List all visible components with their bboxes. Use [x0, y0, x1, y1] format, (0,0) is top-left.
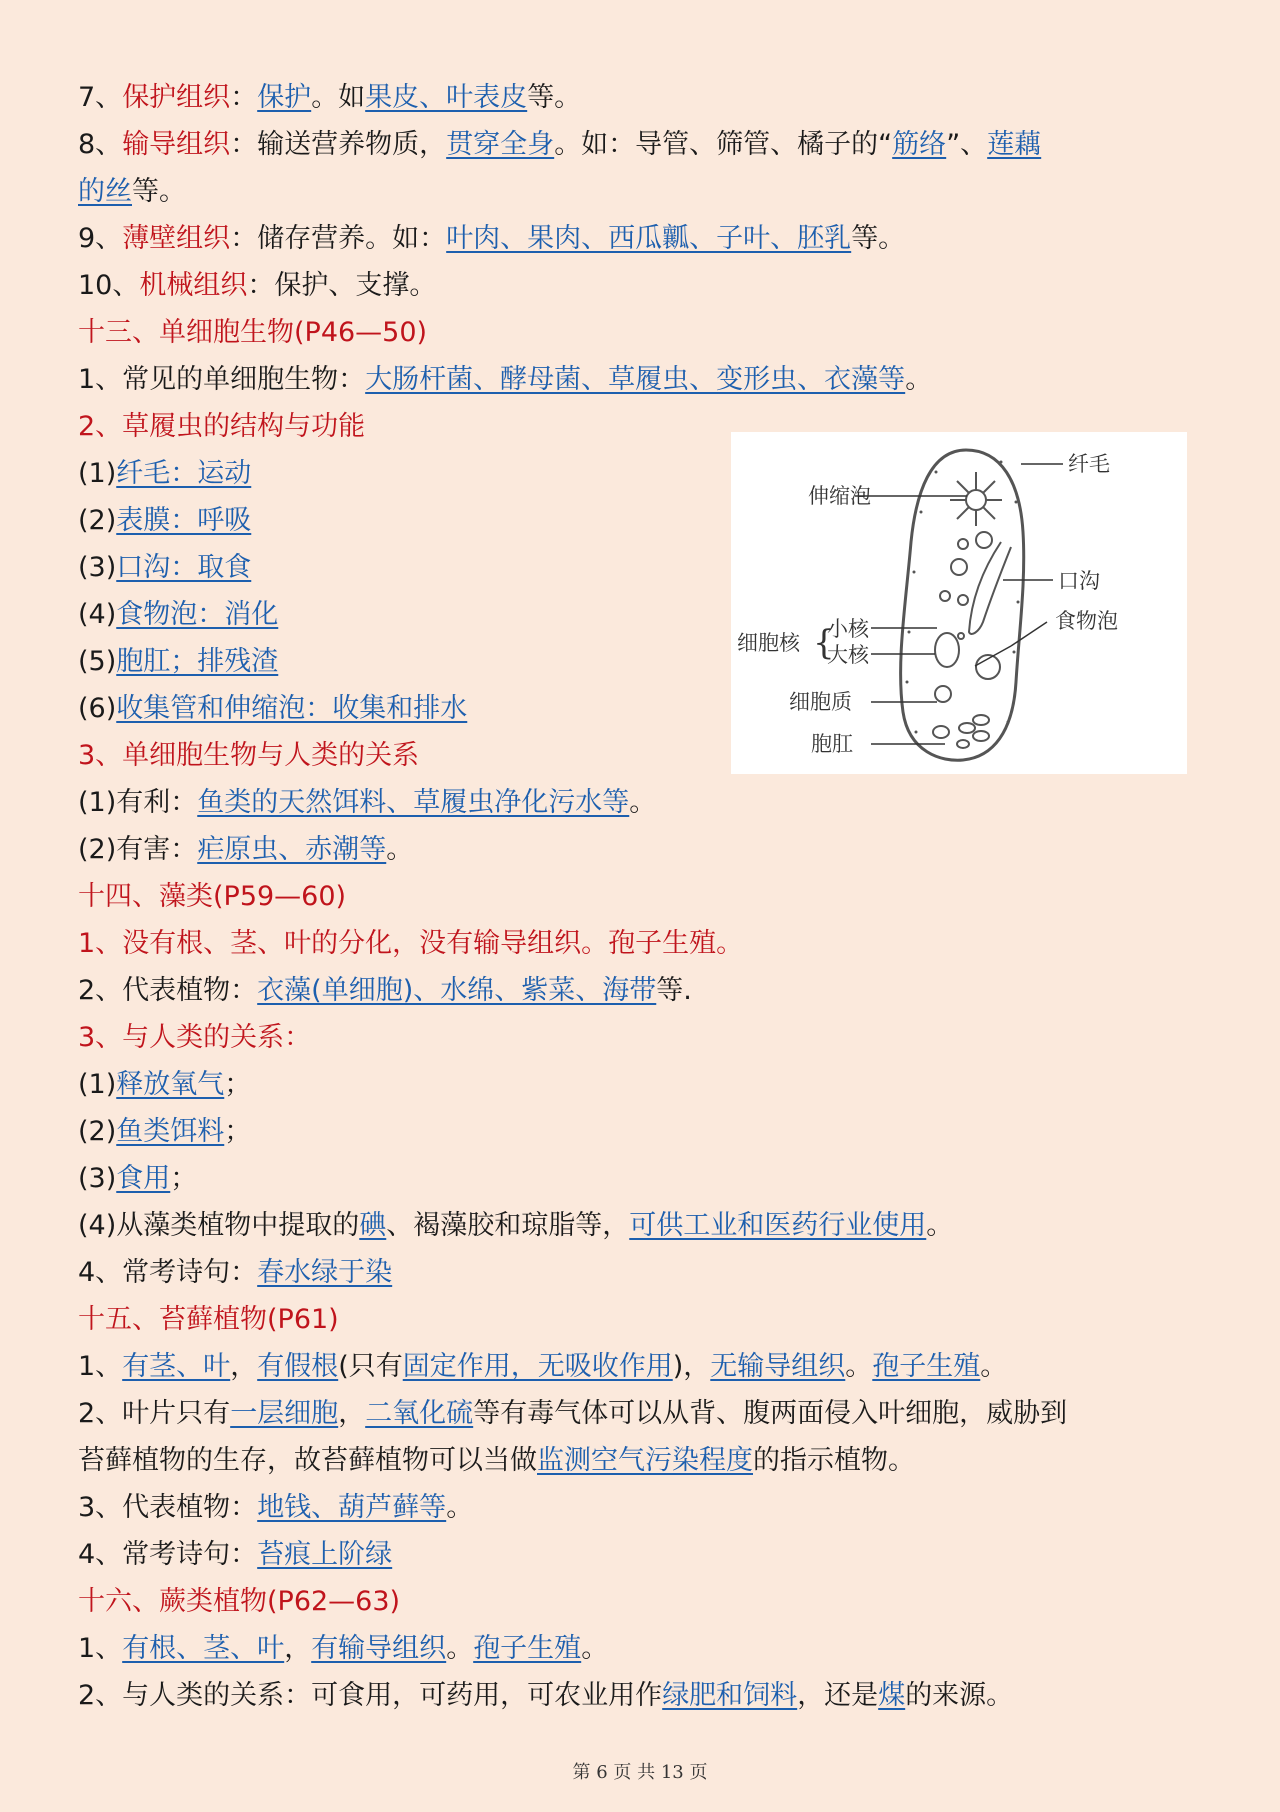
- text-line: [78, 1296, 1198, 1343]
- underlined-answer: 大肠杆菌、酵母菌、草履虫、变形虫、衣藻等: [365, 364, 906, 395]
- body-text: 等。: [851, 223, 906, 254]
- text-line: [78, 168, 1198, 215]
- heading-text: 机械组织: [139, 270, 248, 301]
- body-text: (2)有害：: [78, 834, 198, 865]
- text-line: [78, 1672, 1198, 1719]
- paramecium-figure: [731, 432, 1187, 774]
- contractile-vacuole-shape: [950, 472, 1002, 526]
- underlined-answer: 果皮、叶表皮: [365, 82, 528, 113]
- underlined-answer: 鱼类饵料: [116, 1116, 225, 1147]
- heading-text: 十六、蕨类植物(P62—63): [78, 1586, 401, 1617]
- text-line: [78, 1531, 1198, 1578]
- body-text: 2、代表植物：: [78, 975, 258, 1006]
- underlined-answer: 煤: [878, 1680, 906, 1711]
- underlined-answer: 食用: [116, 1163, 171, 1194]
- body-text: 、褐藻胶和琼脂等，: [386, 1210, 630, 1241]
- body-text: 10、: [78, 270, 140, 301]
- heading-text: 2、草履虫的结构与功能: [78, 411, 366, 442]
- body-text: 。如：导管、筛管、橘子的“: [554, 129, 893, 160]
- label-cytoplasm: 细胞质: [789, 690, 852, 714]
- underlined-answer: 莲藕: [987, 129, 1042, 160]
- body-text: 。如: [311, 82, 366, 113]
- body-text: (1)有利：: [78, 787, 198, 818]
- body-text: ；: [170, 1163, 198, 1194]
- underlined-answer: 有茎、叶: [122, 1351, 231, 1382]
- body-text: 1、: [78, 1351, 123, 1382]
- heading-text: 1、没有根、茎、叶的分化，没有输导组织。孢子生殖。: [78, 928, 744, 959]
- body-text: 等.: [656, 975, 692, 1006]
- body-text: 。: [629, 787, 657, 818]
- document-body: [78, 74, 1198, 1719]
- label-food-vacuole: 食物泡: [1055, 609, 1118, 633]
- body-text: 2、叶片只有: [78, 1398, 231, 1429]
- body-text: 。: [386, 834, 414, 865]
- text-line: [78, 1390, 1198, 1437]
- body-text: 。: [446, 1492, 474, 1523]
- underlined-answer: 孢子生殖: [473, 1633, 582, 1664]
- body-text: (3): [78, 552, 117, 583]
- underlined-answer: 无输导组织: [710, 1351, 846, 1382]
- body-text: 3、代表植物：: [78, 1492, 258, 1523]
- body-text: 1、: [78, 1633, 123, 1664]
- body-text: 2、与人类的关系：可食用，可药用，可农业用作: [78, 1680, 663, 1711]
- label-contractile-vacuole: 伸缩泡: [808, 484, 871, 508]
- underlined-answer: 筋络: [892, 129, 947, 160]
- body-text: 的来源。: [905, 1680, 1014, 1711]
- text-line: [78, 1249, 1198, 1296]
- body-text: 等。: [132, 176, 186, 207]
- heading-text: 3、与人类的关系：: [78, 1022, 312, 1053]
- oral-groove-shape: [969, 542, 1011, 634]
- body-text: (1): [78, 458, 117, 489]
- underlined-answer: 有假根: [257, 1351, 339, 1382]
- underlined-answer: 的丝: [78, 176, 132, 207]
- underlined-answer: 疟原虫、赤潮等: [197, 834, 387, 865]
- underlined-answer: 鱼类的天然饵料、草履虫净化污水等: [197, 787, 630, 818]
- body-text: (只有: [338, 1351, 403, 1382]
- underlined-answer: 保护: [257, 82, 312, 113]
- body-text: 。: [581, 1633, 609, 1664]
- body-text: ，: [284, 1633, 312, 1664]
- body-text: ：保护、支撑。: [247, 270, 437, 301]
- body-text: 等。: [527, 82, 582, 113]
- underlined-answer: 孢子生殖: [872, 1351, 981, 1382]
- body-text: 。: [926, 1210, 954, 1241]
- body-text: 4、常考诗句：: [78, 1257, 258, 1288]
- underlined-answer: 有输导组织: [311, 1633, 447, 1664]
- label-cilia: 纤毛: [1068, 452, 1110, 476]
- text-line: [78, 1014, 1198, 1061]
- text-line: [78, 1578, 1198, 1625]
- text-line: [78, 1061, 1198, 1108]
- body-text: ”、: [946, 129, 988, 160]
- body-text: 。: [980, 1351, 1008, 1382]
- nucleus-brace: {: [813, 623, 835, 663]
- text-line: [78, 215, 1198, 262]
- text-line: [78, 1484, 1198, 1531]
- body-text: ，还是: [797, 1680, 879, 1711]
- underlined-answer: 绿肥和饲料: [662, 1680, 798, 1711]
- underlined-answer: 苔痕上阶绿: [257, 1539, 393, 1570]
- text-line: [78, 262, 1198, 309]
- heading-text: 十四、藻类(P59—60): [78, 881, 347, 912]
- body-text: ，: [230, 1351, 258, 1382]
- text-line: [78, 1155, 1198, 1202]
- body-text: 苔藓植物的生存，故苔藓植物可以当做: [78, 1445, 537, 1476]
- text-line: [78, 309, 1198, 356]
- body-text: 。: [845, 1351, 873, 1382]
- underlined-answer: 衣藻(单细胞)、水绵、紫菜、海带: [257, 975, 657, 1006]
- underlined-answer: 有根、茎、叶: [122, 1633, 285, 1664]
- body-text: ：: [230, 82, 258, 113]
- body-text: (4): [78, 599, 117, 630]
- underlined-answer: 收集管和伸缩泡：收集和排水: [116, 693, 468, 724]
- heading-text: 十五、苔藓植物(P61): [78, 1304, 339, 1335]
- label-nucleus-group: 细胞核: [737, 631, 800, 655]
- body-text: ，: [338, 1398, 366, 1429]
- body-text: ：输送营养物质，: [230, 129, 447, 160]
- body-text: (4)从藻类植物中提取的: [78, 1210, 360, 1241]
- anal-pore-shape: [933, 715, 989, 748]
- text-line: [78, 967, 1198, 1014]
- text-line: [78, 920, 1198, 967]
- underlined-answer: 叶肉、果肉、西瓜瓤、子叶、胚乳: [446, 223, 852, 254]
- underlined-answer: 食物泡：消化: [116, 599, 279, 630]
- underlined-answer: 胞肛；排残渣: [116, 646, 279, 677]
- text-line: [78, 1625, 1198, 1672]
- underlined-answer: 地钱、葫芦藓等: [257, 1492, 447, 1523]
- body-text: (3): [78, 1163, 117, 1194]
- body-text: 的指示植物。: [753, 1445, 915, 1476]
- body-text: 8、: [78, 129, 123, 160]
- text-line: [78, 1343, 1198, 1390]
- underlined-answer: 释放氧气: [116, 1069, 225, 1100]
- page-footer: 第 6 页 共 13 页: [572, 1762, 708, 1783]
- cilia-marks: [906, 461, 1020, 734]
- paramecium-diagram: [731, 432, 1187, 774]
- underlined-answer: 一层细胞: [230, 1398, 339, 1429]
- body-text: 1、常见的单细胞生物：: [78, 364, 366, 395]
- body-text: 等有毒气体可以从背、腹两面侵入叶细胞，威胁到: [473, 1398, 1068, 1429]
- text-line: [78, 1108, 1198, 1155]
- body-text: 。: [905, 364, 933, 395]
- heading-text: 输导组织: [122, 129, 231, 160]
- label-anal-pore: 胞肛: [811, 732, 853, 756]
- heading-text: 3、单细胞生物与人类的关系: [78, 740, 420, 771]
- macronucleus-shape: [935, 633, 959, 667]
- body-text: ：储存营养。如：: [230, 223, 447, 254]
- heading-text: 十三、单细胞生物(P46—50): [78, 317, 428, 348]
- heading-text: 保护组织: [122, 82, 231, 113]
- text-line: [78, 779, 1198, 826]
- body-text: ；: [224, 1069, 252, 1100]
- text-line: [78, 1437, 1198, 1484]
- body-text: )，: [672, 1351, 711, 1382]
- text-line: [78, 121, 1198, 168]
- underlined-answer: 纤毛：运动: [116, 458, 252, 489]
- text-line: [78, 356, 1198, 403]
- body-text: (2): [78, 505, 117, 536]
- underlined-answer: 可供工业和医药行业使用: [629, 1210, 927, 1241]
- underlined-answer: 口沟：取食: [116, 552, 252, 583]
- underlined-answer: 贯穿全身: [446, 129, 555, 160]
- body-text: 9、: [78, 223, 123, 254]
- label-macronucleus: 大核: [827, 643, 869, 667]
- underlined-answer: 固定作用，无吸收作用: [402, 1351, 673, 1382]
- text-line: [78, 1202, 1198, 1249]
- text-line: [78, 74, 1198, 121]
- underlined-answer: 监测空气污染程度: [537, 1445, 753, 1476]
- text-line: [78, 826, 1198, 873]
- heading-text: 薄壁组织: [122, 223, 231, 254]
- underlined-answer: 碘: [359, 1210, 387, 1241]
- text-line: [78, 873, 1198, 920]
- body-text: (1): [78, 1069, 117, 1100]
- body-text: 4、常考诗句：: [78, 1539, 258, 1570]
- label-micronucleus: 小核: [827, 617, 869, 641]
- underlined-answer: 二氧化硫: [365, 1398, 474, 1429]
- body-text: (5): [78, 646, 117, 677]
- label-oral-groove: 口沟: [1058, 569, 1100, 593]
- body-text: (2): [78, 1116, 117, 1147]
- body-text: 7、: [78, 82, 123, 113]
- underlined-answer: 表膜：呼吸: [116, 505, 252, 536]
- body-text: 。: [446, 1633, 474, 1664]
- underlined-answer: 春水绿于染: [257, 1257, 393, 1288]
- body-text: (6): [78, 693, 117, 724]
- body-text: ；: [224, 1116, 252, 1147]
